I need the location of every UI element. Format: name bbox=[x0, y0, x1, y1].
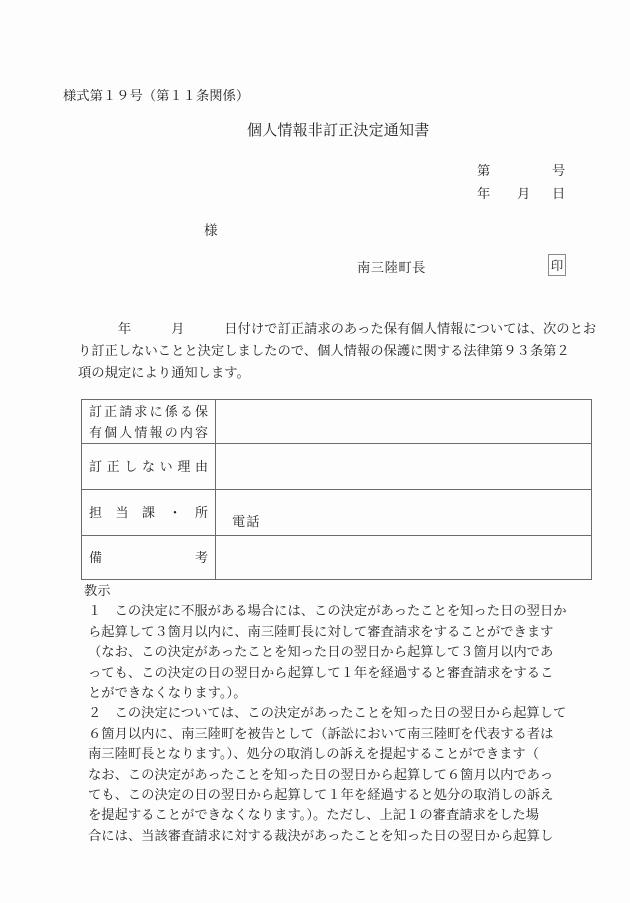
doc-number-suffix: 号 bbox=[552, 163, 566, 178]
row-label-content bbox=[82, 400, 216, 444]
date-year-label: 年 bbox=[477, 186, 491, 201]
row-value-remarks bbox=[216, 536, 592, 580]
row-value-content bbox=[216, 400, 592, 444]
row-label-line: 有個人情報の内容 bbox=[89, 424, 208, 440]
body-line: 項の規定により通知します。 bbox=[78, 365, 250, 380]
table-row-department bbox=[82, 490, 592, 536]
addressee-honorific: 様 bbox=[204, 223, 218, 238]
row-value-reason bbox=[216, 444, 592, 490]
row-label-remarks: 備考 bbox=[82, 536, 216, 580]
row-label-reason: 訂正しない理由 bbox=[82, 444, 216, 490]
instruction-line: とができなくなります。）。 bbox=[88, 685, 247, 701]
body-paragraph bbox=[78, 318, 596, 384]
date-day-label: 日 bbox=[552, 186, 566, 201]
instructions-section bbox=[84, 581, 567, 846]
page-title: 個人情報非訂正決定通知書 bbox=[247, 123, 430, 139]
sender-name: 南三陸町長 bbox=[357, 260, 426, 275]
body-line: 年 月 日付けで訂正請求のあった保有個人情報については、次のとお bbox=[78, 321, 597, 336]
phone-label: 電話 bbox=[232, 514, 261, 529]
info-table bbox=[81, 399, 592, 580]
doc-number-prefix: 第 bbox=[477, 163, 491, 178]
instruction-line: ２ この決定については、この決定があったことを知った日の翌日から起算して bbox=[88, 705, 567, 721]
table-row-reason bbox=[82, 444, 592, 490]
instruction-line: ても、この決定の日の翌日から起算して１年を経過すると処分の取消しの訴え bbox=[88, 787, 554, 803]
instruction-line: っても、この決定の日の翌日から起算して１年を経過すると審査請求をするこ bbox=[88, 664, 554, 680]
instructions-lines bbox=[88, 601, 567, 846]
instruction-line: なお、この決定があったことを知った日の翌日から起算して６箇月以内であっ bbox=[88, 766, 554, 782]
table-row-content bbox=[82, 400, 592, 444]
instruction-line: （なお、この決定があったことを知った日の翌日から起算して３箇月以内であ bbox=[88, 644, 554, 660]
seal-mark: 印 bbox=[550, 259, 564, 273]
body-line: り訂正しないことと決定しましたので、個人情報の保護に関する法律第９３条第２ bbox=[78, 343, 570, 358]
instruction-line: 南三陸町長となります。）、処分の取消しの訴えを提起することができます（ bbox=[88, 746, 540, 762]
row-label-line: 訂正請求に係る保 bbox=[89, 403, 208, 419]
date-month-label: 月 bbox=[517, 186, 531, 201]
row-label-department: 担当課・所 bbox=[82, 490, 216, 536]
seal-placeholder-box bbox=[548, 254, 566, 276]
instruction-line: ６箇月以内に、南三陸町を被告として（訴訟において南三陸町を代表する者は bbox=[88, 725, 554, 741]
row-value-department bbox=[216, 490, 592, 536]
instruction-line: ら起算して３箇月以内に、南三陸町長に対して審査請求をすることができます bbox=[88, 623, 554, 639]
instruction-line: 合には、当該審査請求に対する裁決があったことを知った日の翌日から起算し bbox=[88, 827, 554, 843]
form-number: 様式第１９号（第１１条関係） bbox=[63, 88, 250, 103]
instruction-line: を提起することができなくなります。）。ただし、上記１の審査請求をした場 bbox=[88, 807, 540, 823]
instruction-line: １ この決定に不服がある場合には、この決定があったことを知った日の翌日か bbox=[88, 603, 567, 619]
table-row-remarks bbox=[82, 536, 592, 580]
instructions-heading: 教示 bbox=[84, 583, 111, 598]
